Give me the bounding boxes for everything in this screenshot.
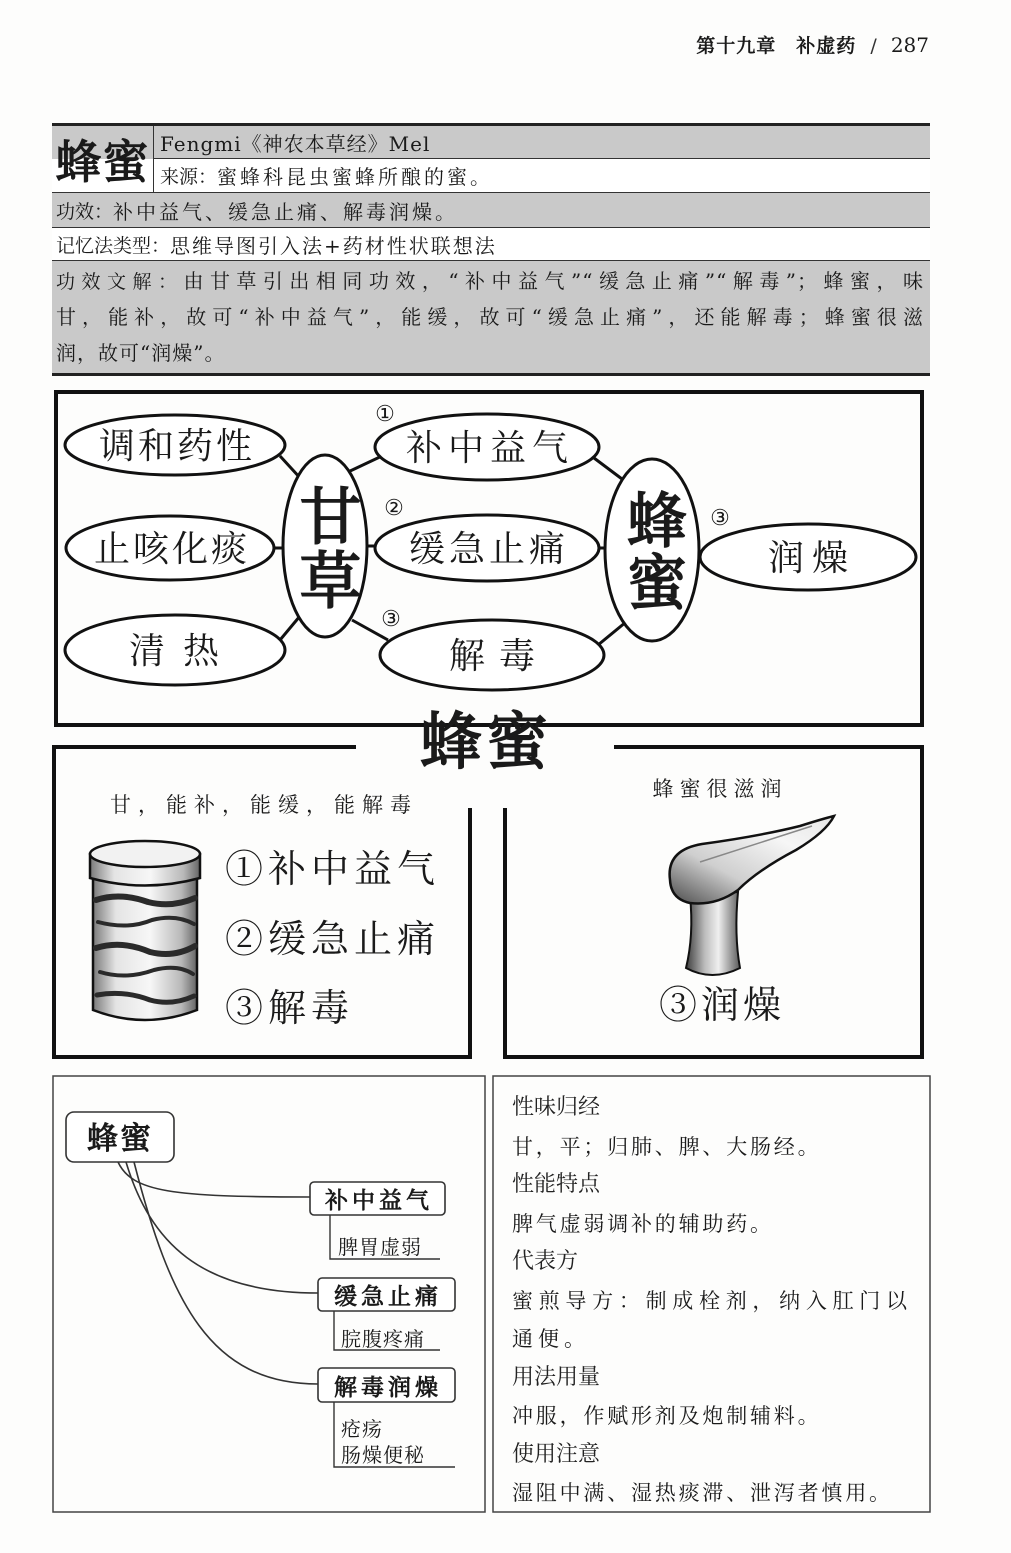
property-text-cautions: 湿阻中满、湿热痰滞、泄泻者慎用。 [512,1481,893,1505]
memory-method-value: 思维导图引入法+药材性状联想法 [170,233,497,258]
label-buzhong-yiqi: 补中益气 [405,428,575,469]
memory-panel-right [653,777,835,1027]
right-caption: 蜂蜜很滋润 [652,777,788,801]
property-heading-cautions: 使用注意 [512,1441,601,1467]
property-text-nature: 甘，平；归肺、脾、大肠经。 [512,1134,822,1159]
connector-gancao-qingre [280,616,300,640]
property-heading-nature: 性味归经 [512,1095,601,1120]
label-huanji-zhitong: 缓急止痛 [408,529,570,570]
branch-1-label: 补中益气 [325,1187,433,1214]
honey-spoon-illustration [670,816,834,975]
property-heading-characteristics: 性能特点 [512,1172,601,1197]
memory-panel-left [90,793,440,1030]
explanation-text-3: 润，故可“润燥”。 [56,341,226,365]
label-qingre: 清热 [128,631,238,672]
label-jiedu: 解毒 [448,636,550,677]
connector-jiedu-fengmi [598,622,626,645]
concept-map [56,392,922,725]
header-separator: / [870,35,877,57]
marker-fengmi-3: ③ [710,506,730,531]
chapter-label: 第十九章 [696,35,777,57]
explanation-text-2: 甘，能补，故可“补中益气”，能缓，故可“缓急止痛”，还能解毒；蜂蜜很滋 [56,305,924,329]
branch-3-detail-1: 疮疡 [341,1417,383,1441]
explanation-label: 功效文解： [56,271,184,293]
label-tiaohe-yaoxing: 调和药性 [98,426,256,467]
right-item: ③润燥 [658,983,786,1027]
branch-3-label: 解毒润燥 [334,1374,442,1401]
left-item-2: ②缓急止痛 [225,917,441,961]
spoon [670,816,834,903]
branch-3-detail-2: 肠燥便秘 [341,1443,425,1467]
property-text-formula: 蜜煎导方：制成栓剂，纳入肛门以通便。 [512,1288,912,1351]
jar-lid-top [90,841,200,867]
page-number: 287 [890,33,929,57]
section-label: 补虚药 [796,35,857,57]
marker-3: ③ [381,607,401,632]
branch-1-detail-1: 脾胃虚弱 [338,1235,422,1259]
label-runzao: 润燥 [767,538,857,579]
herb-name: 蜂蜜 [52,126,154,192]
section-title: 蜂蜜 [419,705,553,778]
connector-gancao-buzhong [348,456,382,472]
property-text-characteristics: 脾气虚弱调补的辅助药。 [512,1211,774,1236]
label-zhike-huatan: 止咳化痰 [93,529,251,570]
branch-2-detail-1: 脘腹疼痛 [341,1327,425,1351]
mind-map-curves [118,1162,318,1384]
memory-method-label: 记忆法类型： [56,234,171,257]
herb-pinyin-latin: Fengmi《神农本草经》Mel [160,131,431,156]
marker-2: ② [384,496,404,521]
curve-to-branch-1 [118,1162,310,1197]
property-heading-dosage: 用法用量 [512,1364,601,1390]
efficacy-label: 功效： [56,200,114,223]
curve-to-branch-2 [126,1162,318,1293]
marker-1: ① [375,402,395,427]
efficacy-value: 补中益气、缓急止痛、解毒润燥。 [113,199,459,224]
left-item-3: ③解毒 [225,986,355,1030]
left-caption: 甘，能补，能缓，能解毒 [110,793,418,817]
honey-jar-illustration [90,841,200,1020]
mind-map-root: 蜂蜜 [87,1121,153,1157]
branch-2-label: 缓急止痛 [334,1283,442,1310]
left-item-1: ①补中益气 [225,847,441,891]
explanation-text-1: 由甘草引出相同功效，“补中益气”“缓急止痛”“解毒”；蜂蜜，味 [183,269,924,293]
label-gancao: 甘草 [289,484,362,612]
mind-map [66,1112,455,1467]
label-fengmi: 蜂蜜 [617,489,687,613]
property-text-dosage: 冲服，作赋形剂及炮制辅料。 [512,1404,822,1428]
property-heading-formula: 代表方 [512,1249,579,1274]
source-value: 蜜蜂科昆虫蜜蜂所酿的蜜。 [217,165,494,189]
properties-panel [512,1089,922,1513]
source-label: 来源： [160,166,218,188]
